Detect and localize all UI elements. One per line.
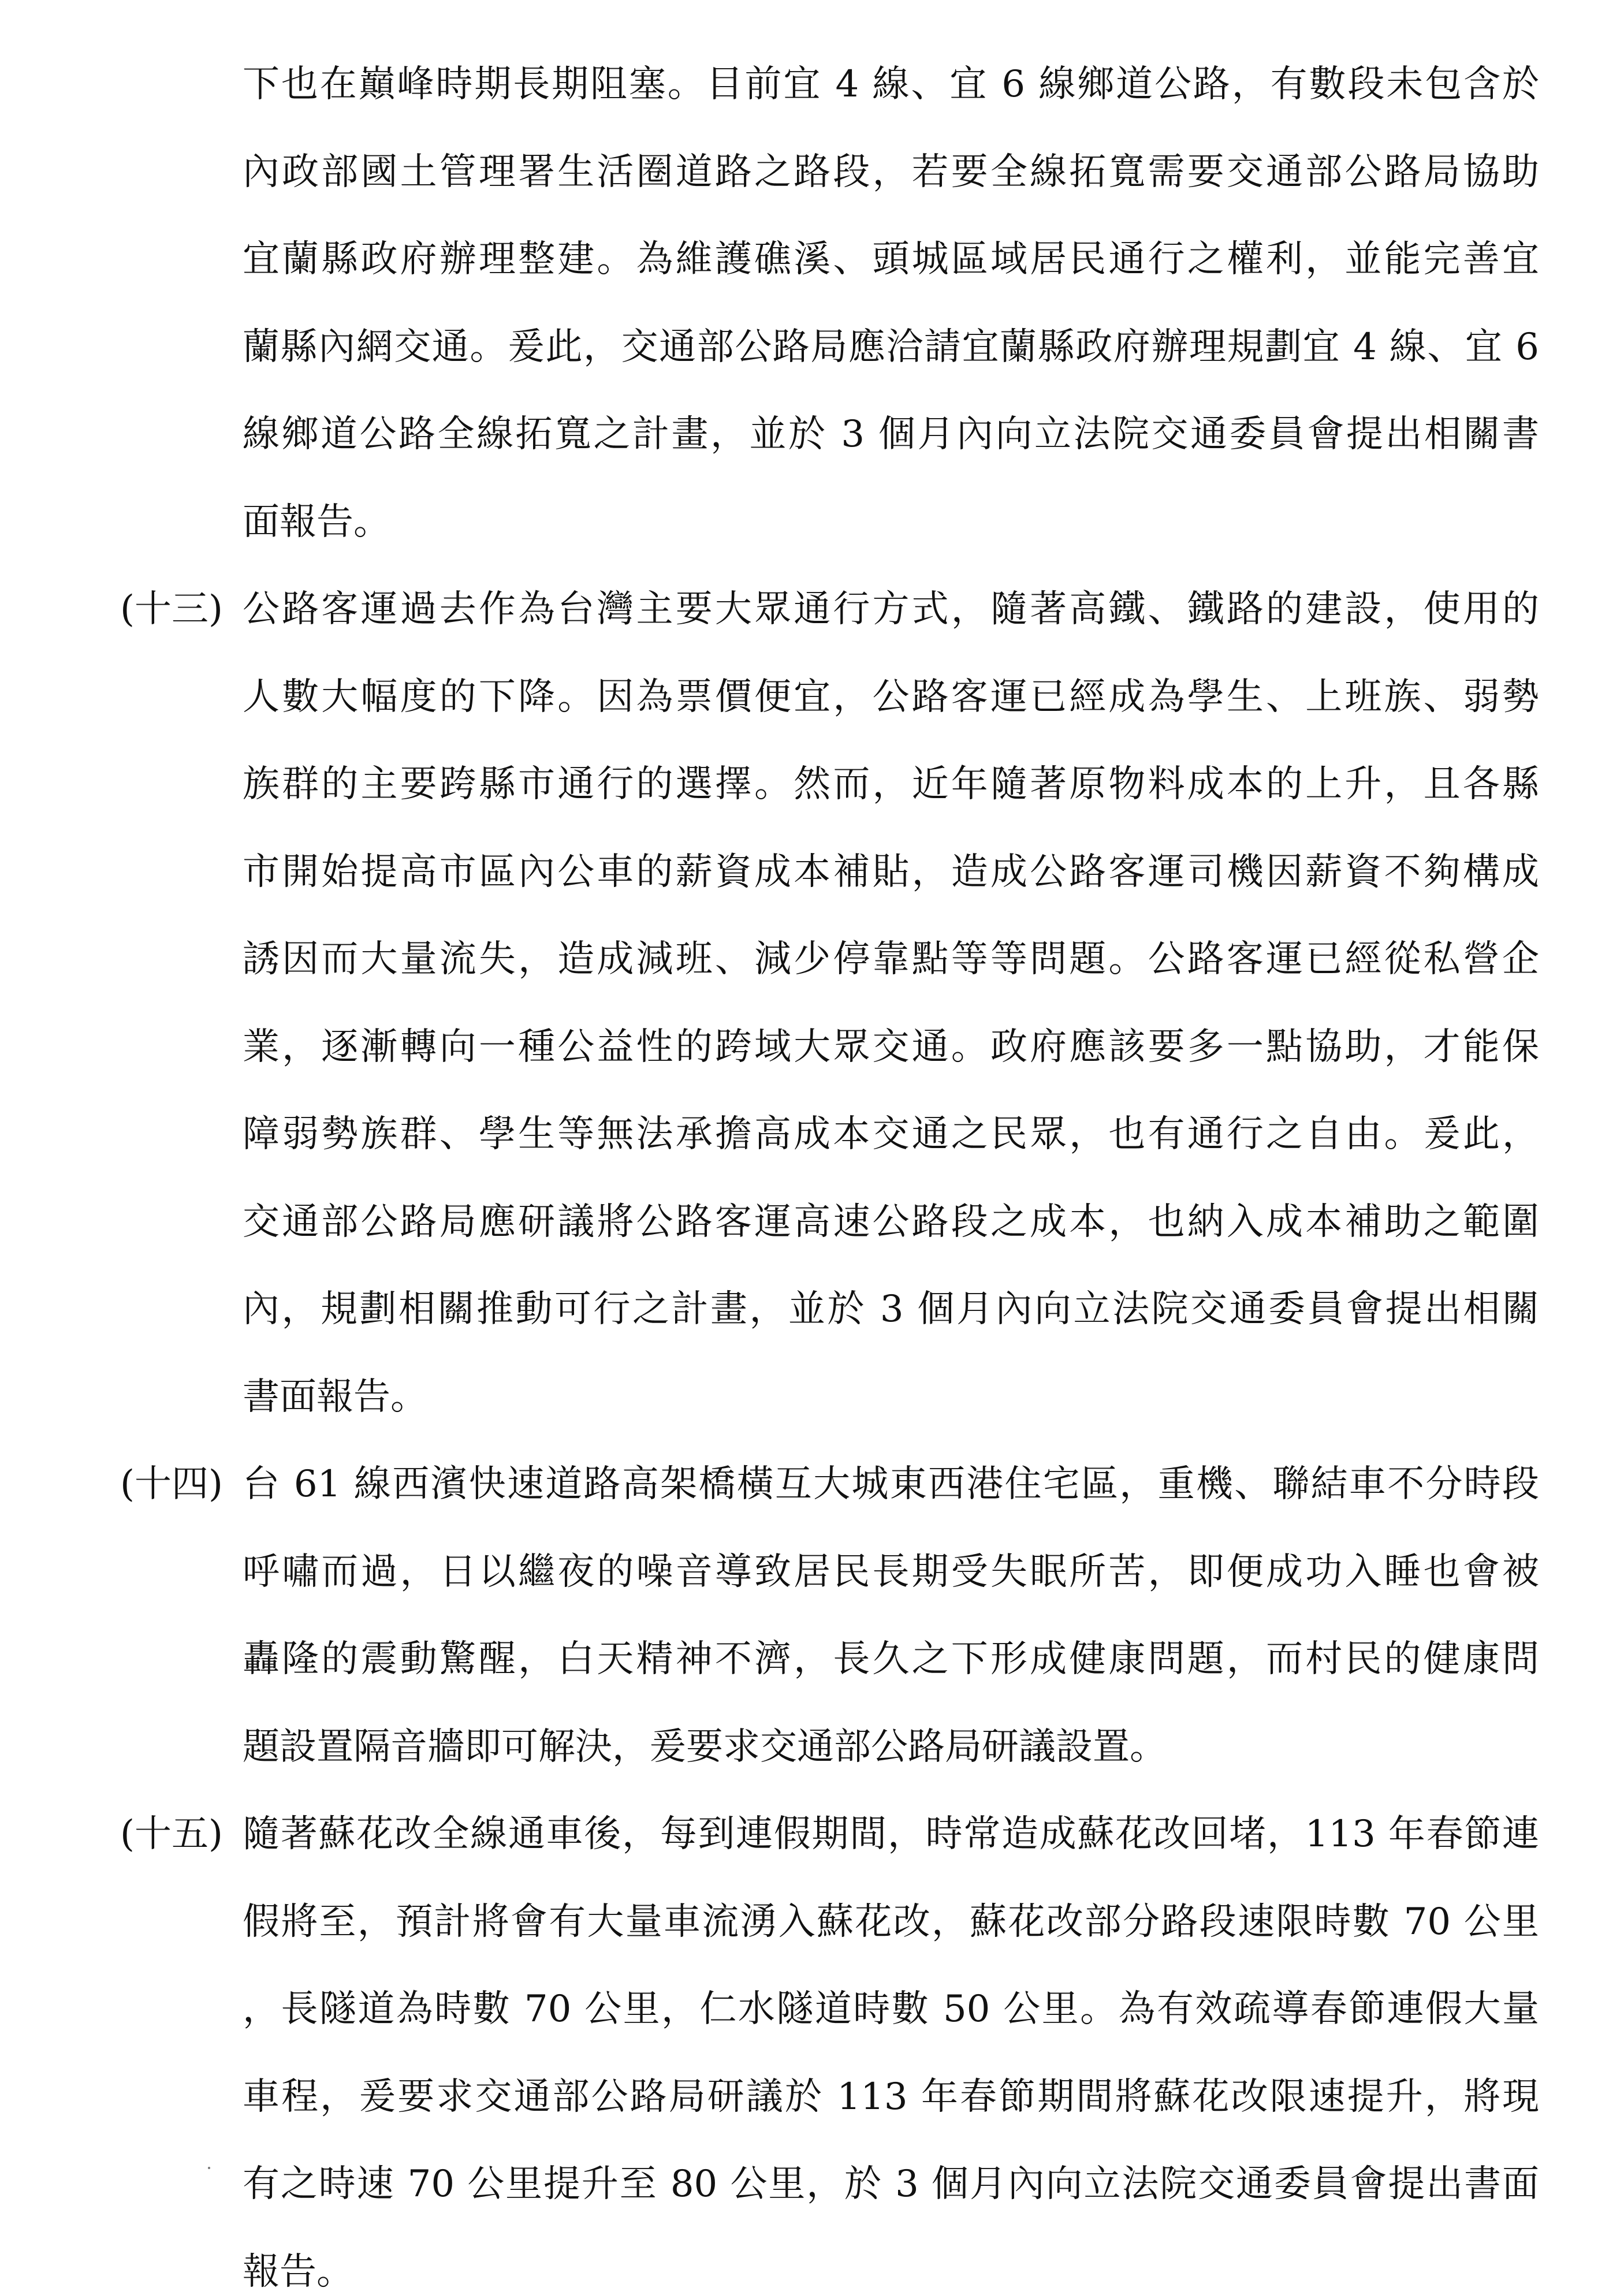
item-line: 隨著蘇花改全線通車後，每到連假期間，時常造成蘇花改回堵，113 年春節連: [243, 1813, 1539, 1856]
item-line: 業，逐漸轉向一種公益性的跨域大眾交通。政府應該要多一點協助，才能保: [243, 1026, 1539, 1068]
item-marker: (十四): [120, 1463, 223, 1506]
intro-line: 內政部國土管理署生活圈道路之路段，若要全線拓寬需要交通部公路局協助: [243, 151, 1539, 193]
scan-speck: [208, 2167, 210, 2169]
intro-line: 下也在巔峰時期長期阻塞。目前宜 4 線、宜 6 線鄉道公路，有數段未包含於: [243, 63, 1539, 106]
intro-line: 面報告。: [243, 501, 390, 543]
item-line: 有之時速 70 公里提升至 80 公里，於 3 個月內向立法院交通委員會提出書面: [243, 2163, 1539, 2205]
item-line: 車程，爰要求交通部公路局研議於 113 年春節期間將蘇花改限速提升，將現: [243, 2076, 1539, 2118]
item-line: 族群的主要跨縣市通行的選擇。然而，近年隨著原物料成本的上升，且各縣: [243, 763, 1539, 806]
item-line: 公路客運過去作為台灣主要大眾通行方式，隨著高鐵、鐵路的建設，使用的: [243, 588, 1539, 631]
item-line: 題設置隔音牆即可解決，爰要求交通部公路局研議設置。: [243, 1726, 1167, 1768]
item-line: 呼嘯而過，日以繼夜的噪音導致居民長期受失眠所苦，即便成功入睡也會被: [243, 1551, 1539, 1593]
item-line: 假將至，預計將會有大量車流湧入蘇花改，蘇花改部分路段速限時數 70 公里: [243, 1901, 1539, 1943]
item-line: 內，規劃相關推動可行之計畫，並於 3 個月內向立法院交通委員會提出相關: [243, 1288, 1539, 1331]
item-line: 書面報告。: [243, 1376, 427, 1418]
item-marker: (十五): [120, 1813, 223, 1856]
item-line: 報告。: [243, 2251, 353, 2293]
intro-line: 蘭縣內網交通。爰此，交通部公路局應洽請宜蘭縣政府辦理規劃宜 4 線、宜 6: [243, 326, 1539, 368]
item-line: 障弱勢族群、學生等無法承擔高成本交通之民眾，也有通行之自由。爰此，: [243, 1113, 1539, 1156]
item-line: 人數大幅度的下降。因為票價便宜，公路客運已經成為學生、上班族、弱勢: [243, 676, 1539, 718]
item-line: ，長隧道為時數 70 公里，仁水隧道時數 50 公里。為有效疏導春節連假大量: [243, 1988, 1539, 2031]
intro-line: 宜蘭縣政府辦理整建。為維護礁溪、頭城區域居民通行之權利，並能完善宜: [243, 238, 1539, 281]
intro-line: 線鄉道公路全線拓寬之計畫，並於 3 個月內向立法院交通委員會提出相關書: [243, 413, 1539, 456]
item-marker: (十三): [120, 588, 223, 631]
item-line: 轟隆的震動驚醒，白天精神不濟，長久之下形成健康問題，而村民的健康問: [243, 1638, 1539, 1681]
item-line: 誘因而大量流失，造成減班、減少停靠點等等問題。公路客運已經從私營企: [243, 938, 1539, 981]
item-line: 台 61 線西濱快速道路高架橋橫互大城東西港住宅區，重機、聯結車不分時段: [243, 1463, 1539, 1506]
item-line: 交通部公路局應研議將公路客運高速公路段之成本，也納入成本補助之範圍: [243, 1201, 1539, 1243]
item-line: 市開始提高市區內公車的薪資成本補貼，造成公路客運司機因薪資不夠構成: [243, 851, 1539, 893]
